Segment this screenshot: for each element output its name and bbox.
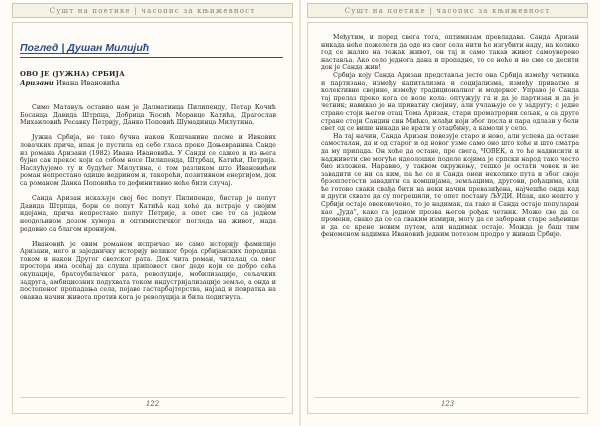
- title-divider: [20, 57, 283, 58]
- article-byline: [20, 79, 120, 87]
- article-text: [321, 34, 579, 239]
- page-number: 122: [145, 400, 160, 408]
- footer-divider: [315, 397, 580, 398]
- right-page: [301, 0, 600, 426]
- journal-header: Сушт на поетике | часопис за књижевност: [12, 3, 293, 18]
- article-text: [20, 104, 276, 301]
- paragraph: Симо Матавуљ оставио нам је Далматинца Пилипенду, Петар Кочић Босанца Давида Штрпца, Добрица Ћосић Моравце Катића, Драгослав Михаиловић Ресавку Петрију, Данко Поповић Шумадинца Милутина.: [20, 104, 276, 127]
- paragraph: Србија коју Санда Аризан представља јесте она Србија између четника и партизана, између капитализма и социјализма, између приватне и колективне својине, између традиционалног и модерног. Управо је Санда тај прелаз преко кога се воле кола: оптужују га и да је партизан и да је четник; навикао је на приватну својину, али учлањује се у задругу; с једне стране стоји његов отац Тома Аризан, стари проматрорни сељак, а са друге стране стоји Сандин син Мићко, млађи који због посла и пара одлази у бели свет од се више никада не врати у отаџбину, а камоли у село.: [321, 71, 579, 133]
- footer-divider: [20, 397, 285, 398]
- byline-author: Ивана Ивановића: [56, 79, 120, 87]
- paragraph: Јужна Србија, не тако бучна након Кошчанине песме и Ивкових ловачких прича, ипак је пустила од себе гласа преко Доњевранина Санде из романа Аризани (1982) Ивана Ивановића. У Санди се сажео и из њега бујно сав прекос који са собом носе Пилипенда, Штрбац, Катићи, Петрија. Наслућујемо ту и будућег Милутина, с том разликом што Ивановићев роман непрестано одише ведрином и, такорећи, позитивном енергијом, док са романом Данка Поповића то дефинитивно неће бити случај.: [20, 134, 276, 187]
- paragraph: Ивановић је овим романом испричао не само историју фамилије Аризани, него и заједничку историју великог броја србијанских породица током и након Другог светског рата. Док чита роман, читалац са овог простора има осећај да слуша приповест свог деде који се добро сећа окупације, братоубилачког рата, револуције, мобилизације, сељачких задруга, амбициозних подухвата током индустријализације земље, а онда и постепеног пропадања села, појаве гастарбајтерства, најзад и повратка на оваква начин живота против кога је револуција и била подигнута.: [20, 240, 276, 301]
- paragraph: Међутим, и поред свега тога, оптимизам превладава. Санда Аризан никада неће пожелети да оде из свог села нити ће изгубити наду, на колико год се жалио на тежак живот, он тај и само такав живот самоуверено наставља. Ако село једнога дана и пропадне, то се неће и не сме се десити док је Санда жив!: [321, 34, 579, 72]
- journal-header: Сушт на поетике | часопис за књижевност: [307, 3, 588, 18]
- paragraph: Санда Аризан искаљује свој бес попут Пилипенде, бистар је попут Давида Штрпца, борн се попут Катићâ кад хоће да истраје у својим идејама, прича непрестано попут Петрије, а опет све то са једном неодољивом дозом хумора и оптимистичког погледа на живот, мада редовно са благом иронијом.: [20, 195, 276, 233]
- paragraph: На тај начин, Санда Аризан повезује старо и ново, али успева да остане самосталан, да и од старог и од новог узме само оно што хоће и што сматра да му припада. Он хоће да остане, пре свега, ЧОВЕК, а то ће надвисити и надживети све могуће идеолошке поделе којима је српски народ тако често био изложен. Наравно, у таквом окружењу, тешко је остати човек и не завадити се ни са ким, па ће се и Санда онеи неколико пута и због своје брзоплетости завадити са комшијама, земљацима, другови, рођацима, али ће готово сваки свађа бити на неки начин превазиђена, најчешће онда кад и други схвате да су погрешили, те опет постану ЉУДИ. Ипак, ако нешто у Србији остаје овековечено, то је надимак, па тако и Санда остаје популаран као „Јуда“, како га једном прозва његов рођак четник. Може све да се промени, свако да се са сваким измири, могу да се заборави старе зађевице и да се крене новим путем, али надимак остаје. Можда је баш тим феноменом надимка Ивановић једним потезом продро у живаш Србије.: [321, 132, 579, 239]
- section-title: Поглед | Душан Милијић: [20, 42, 150, 54]
- left-page: [0, 0, 299, 426]
- page-number: 123: [440, 400, 455, 408]
- article-heading: ОВО ЈЕ (ЈУЖНА) СРБИЈА: [20, 70, 125, 78]
- byline-book: Аризани: [20, 79, 54, 87]
